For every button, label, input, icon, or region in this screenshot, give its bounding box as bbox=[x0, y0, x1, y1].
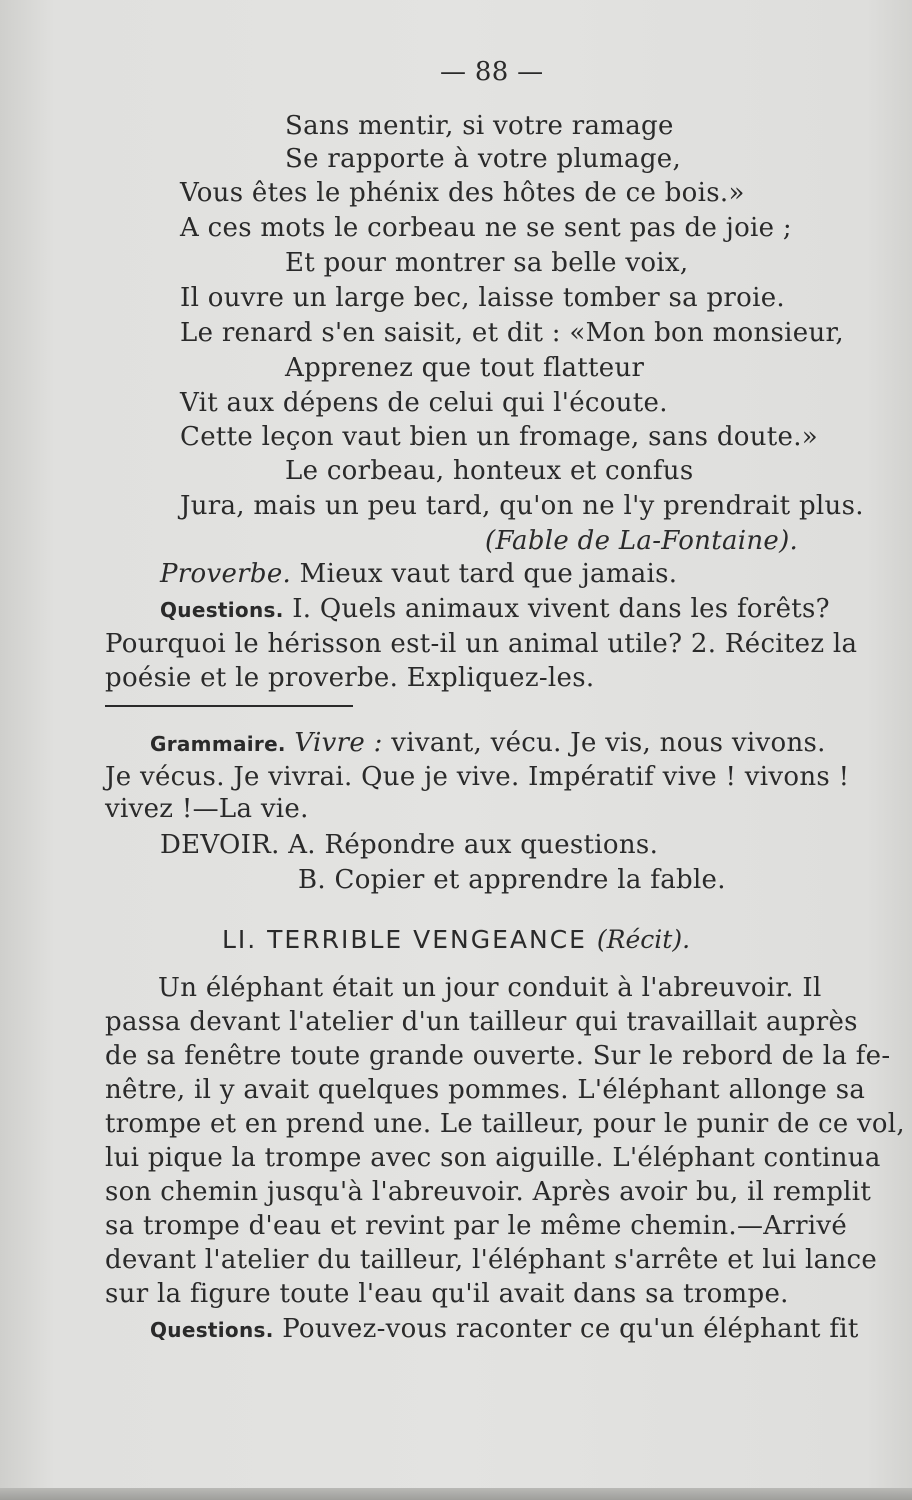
poem-line: Le renard s'en saisit, et dit : «Mon bon monsieur, bbox=[180, 318, 844, 348]
grammar-line: Je vécus. Je vivrai. Que je vive. Impératif vive ! vivons ! bbox=[105, 762, 850, 792]
section-number: LI. bbox=[221, 925, 258, 954]
questions-text: I. Quels animaux vivent dans les forêts? bbox=[292, 594, 830, 624]
proverb bbox=[160, 558, 677, 590]
story-line: nêtre, il y avait quelques pommes. L'éléphant allonge sa bbox=[105, 1075, 866, 1105]
story-line: passa devant l'atelier d'un tailleur qui travaillait auprès bbox=[105, 1007, 858, 1037]
poem-line: Vit aux dépens de celui qui l'écoute. bbox=[180, 388, 668, 418]
grammar-label: Grammaire. bbox=[150, 732, 286, 756]
grammar-first-line bbox=[150, 727, 826, 760]
poem-line: Jura, mais un peu tard, qu'on ne l'y prendrait plus. bbox=[180, 491, 864, 521]
section-divider bbox=[105, 705, 353, 707]
page-number: — 88 — bbox=[440, 57, 544, 87]
poem-line: Il ouvre un large bec, laisse tomber sa proie. bbox=[180, 283, 785, 313]
story-line: sur la figure toute l'eau qu'il avait dans sa trompe. bbox=[105, 1279, 789, 1309]
story-line: trompe et en prend une. Le tailleur, pour le punir de ce vol, bbox=[105, 1109, 905, 1139]
story-line: lui pique la trompe avec son aiguille. L'éléphant continua bbox=[105, 1143, 881, 1173]
grammar-line: vivez !—La vie. bbox=[105, 794, 309, 824]
section-kind: (Récit). bbox=[596, 925, 691, 954]
questions-label: Questions. bbox=[160, 598, 284, 622]
poem-line: Et pour montrer sa belle voix, bbox=[285, 248, 689, 278]
poem-line: Sans mentir, si votre ramage bbox=[285, 111, 674, 141]
grammar-text: vivant, vécu. Je vis, nous vivons. bbox=[391, 728, 826, 758]
proverb-label: Proverbe. bbox=[160, 559, 292, 589]
poem-line: A ces mots le corbeau ne se sent pas de joie ; bbox=[180, 213, 792, 243]
grammar-verb: Vivre : bbox=[294, 728, 383, 758]
story-line: devant l'atelier du tailleur, l'éléphant s'arrête et lui lance bbox=[105, 1245, 878, 1275]
questions-text: Pouvez-vous raconter ce qu'un éléphant fit bbox=[282, 1314, 859, 1344]
story-line: sa trompe d'eau et revint par le même chemin.—Arrivé bbox=[105, 1211, 848, 1241]
poem-line: Se rapporte à votre plumage, bbox=[285, 144, 682, 174]
story-line: son chemin jusqu'à l'abreuvoir. Après avoir bu, il remplit bbox=[105, 1177, 872, 1207]
section-heading bbox=[0, 925, 912, 954]
section-title: TERRIBLE VENGEANCE bbox=[267, 925, 587, 954]
fable-attribution: (Fable de La-Fontaine). bbox=[485, 526, 799, 556]
poem-line: Le corbeau, honteux et confus bbox=[285, 456, 694, 486]
devoir-line-b: B. Copier et apprendre la fable. bbox=[298, 865, 726, 895]
questions-line: poésie et le proverbe. Expliquez-les. bbox=[105, 663, 595, 693]
questions-first-line bbox=[160, 593, 830, 626]
story-line: de sa fenêtre toute grande ouverte. Sur le rebord de la fe- bbox=[105, 1041, 891, 1071]
proverb-text: Mieux vaut tard que jamais. bbox=[299, 559, 678, 589]
poem-line: Cette leçon vaut bien un fromage, sans doute.» bbox=[180, 422, 818, 452]
questions-label: Questions. bbox=[150, 1318, 274, 1342]
devoir-line-a: DEVOIR. A. Répondre aux questions. bbox=[160, 830, 659, 860]
questions-second bbox=[150, 1313, 859, 1346]
poem-line: Vous êtes le phénix des hôtes de ce bois.» bbox=[180, 178, 745, 208]
story-line: Un éléphant était un jour conduit à l'abreuvoir. Il bbox=[158, 973, 822, 1003]
poem-line: Apprenez que tout flatteur bbox=[285, 353, 645, 383]
questions-line: Pourquoi le hérisson est-il un animal utile? 2. Récitez la bbox=[105, 629, 858, 659]
page-bottom-edge bbox=[0, 1488, 912, 1500]
